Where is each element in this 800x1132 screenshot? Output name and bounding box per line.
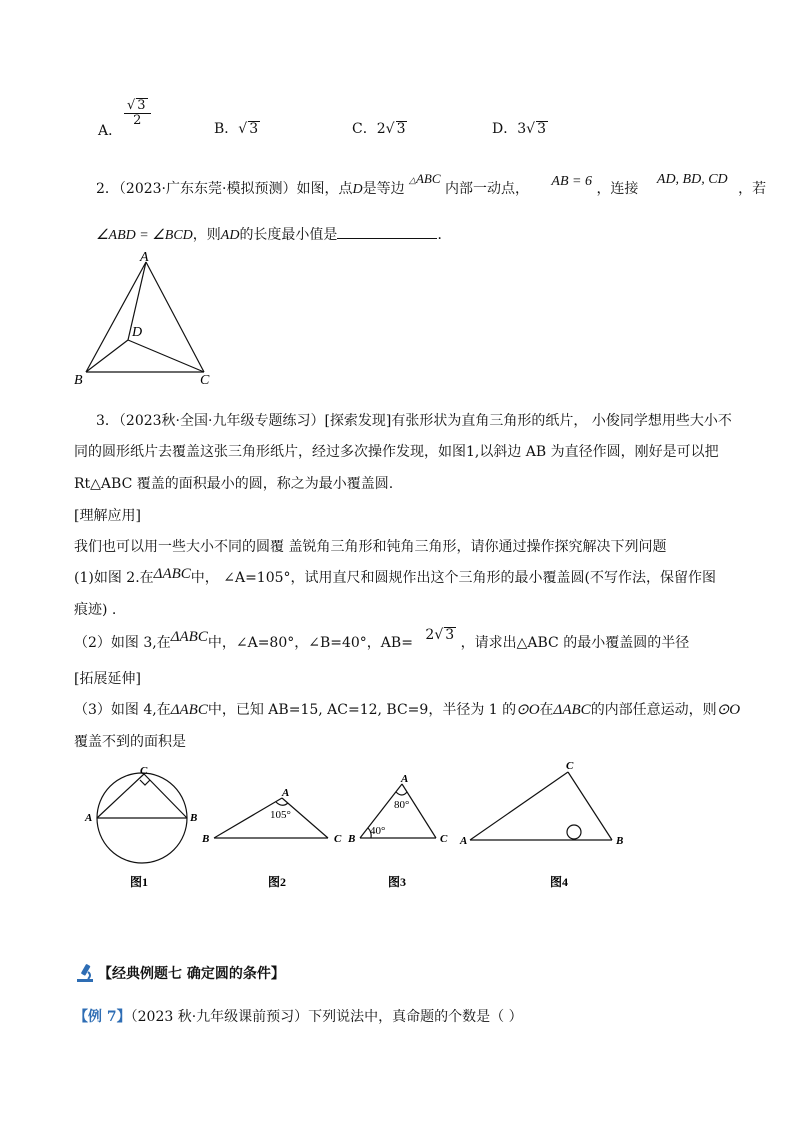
section7-heading: 【经典例题七 确定圆的条件】 <box>74 962 285 984</box>
caption-fig4: 图4 <box>550 875 569 889</box>
caption-fig1: 图1 <box>130 875 149 889</box>
q3-part3-cont: 覆盖不到的面积是 <box>74 734 186 750</box>
svg-text:B: B <box>202 833 210 845</box>
svg-text:80°: 80° <box>394 799 410 811</box>
figure-4 <box>456 756 646 892</box>
q3-line4: 我们也可以用一些大小不同的圆覆 盖锐角三角形和钝角三角形，请你通过操作探究解决下列问题 <box>74 539 667 555</box>
svg-text:B: B <box>616 835 624 847</box>
svg-text:C: C <box>140 766 148 777</box>
figure-3 <box>342 768 462 892</box>
svg-text:A: A <box>85 812 93 824</box>
circle-o <box>567 825 581 839</box>
svg-text:105°: 105° <box>270 809 291 821</box>
figure-2 <box>196 782 356 892</box>
example7-tag: 【例 7】 <box>74 1009 131 1025</box>
q3-part2: （2）如图 3,在ΔABC中，∠A=80°，∠B=40°，AB= 2√ 3 ，请求出△ABC 的最小覆盖圆的半径 <box>74 627 690 651</box>
label-b: B <box>74 373 83 388</box>
q3-part1: (1)如图 2.在ΔABC中， ∠A=105°，试用直尺和圆规作出这个三角形的最小覆盖圆(不写作法，保留作图 <box>74 566 716 586</box>
svg-text:C: C <box>440 833 448 845</box>
svg-text:A: A <box>282 787 290 799</box>
option-a-fraction: $\frac{√ 3}{2}$ <box>124 98 151 129</box>
svg-text:40°: 40° <box>370 825 386 837</box>
q2-line1: 2．（2023·广东东莞·模拟预测）如图，点D是等边 △ABC 内部一动点， AB = 6 ，连接 AD, BD, CD ，若 <box>96 171 767 197</box>
svg-text:C: C <box>566 760 574 772</box>
answer-blank <box>337 224 437 239</box>
svg-text:A: A <box>401 773 409 785</box>
q1-option-d: D．3√ 3 <box>492 121 546 137</box>
caption-fig2: 图2 <box>268 875 287 889</box>
q2-line2: ∠ABD = ∠BCD，则AD的长度最小值是 ． <box>96 224 451 244</box>
svg-text:A: A <box>460 835 468 847</box>
q3-section-extend: [拓展延伸] <box>74 671 141 687</box>
q3-line1: 3．（2023秋·全国·九年级专题练习）[探索发现]有张形状为直角三角形的纸片， 小俊同学想用些大小不 <box>96 413 732 429</box>
svg-text:B: B <box>190 812 198 824</box>
q3-line2: 同的圆形纸片去覆盖这张三角形纸片，经过多次操作发现，如图1,以斜边 AB 为直径作圆，刚好是可以把 <box>74 444 719 460</box>
q3-section-understand: [理解应用] <box>74 508 141 524</box>
q3-line3: Rt△ABC 覆盖的面积最小的圆，称之为最小覆盖圆. <box>74 476 394 492</box>
caption-fig3: 图3 <box>388 875 407 889</box>
microscope-icon <box>74 962 96 984</box>
svg-text:B: B <box>348 833 356 845</box>
figure-1 <box>82 766 206 896</box>
label-a: A <box>140 250 149 265</box>
q3-part1-cont: 痕迹) . <box>74 602 117 618</box>
example7: 【例 7】（2023 秋·九年级课前预习）下列说法中，真命题的个数是（ ） <box>74 1009 523 1025</box>
label-c: C <box>200 373 210 388</box>
svg-text:C: C <box>334 833 342 845</box>
q1-option-b: B．√ 3 <box>214 121 259 137</box>
q3-part3: （3）如图 4,在ΔABC中，已知 AB=15, AC=12, BC=9，半径为 1 的⊙O在ΔABC的内部任意运动，则⊙O <box>74 702 741 718</box>
q2-triangle-figure <box>70 248 230 388</box>
option-a-label: A． <box>98 123 123 139</box>
q1-option-c: C．2√ 3 <box>352 121 406 137</box>
label-d: D <box>132 325 143 340</box>
